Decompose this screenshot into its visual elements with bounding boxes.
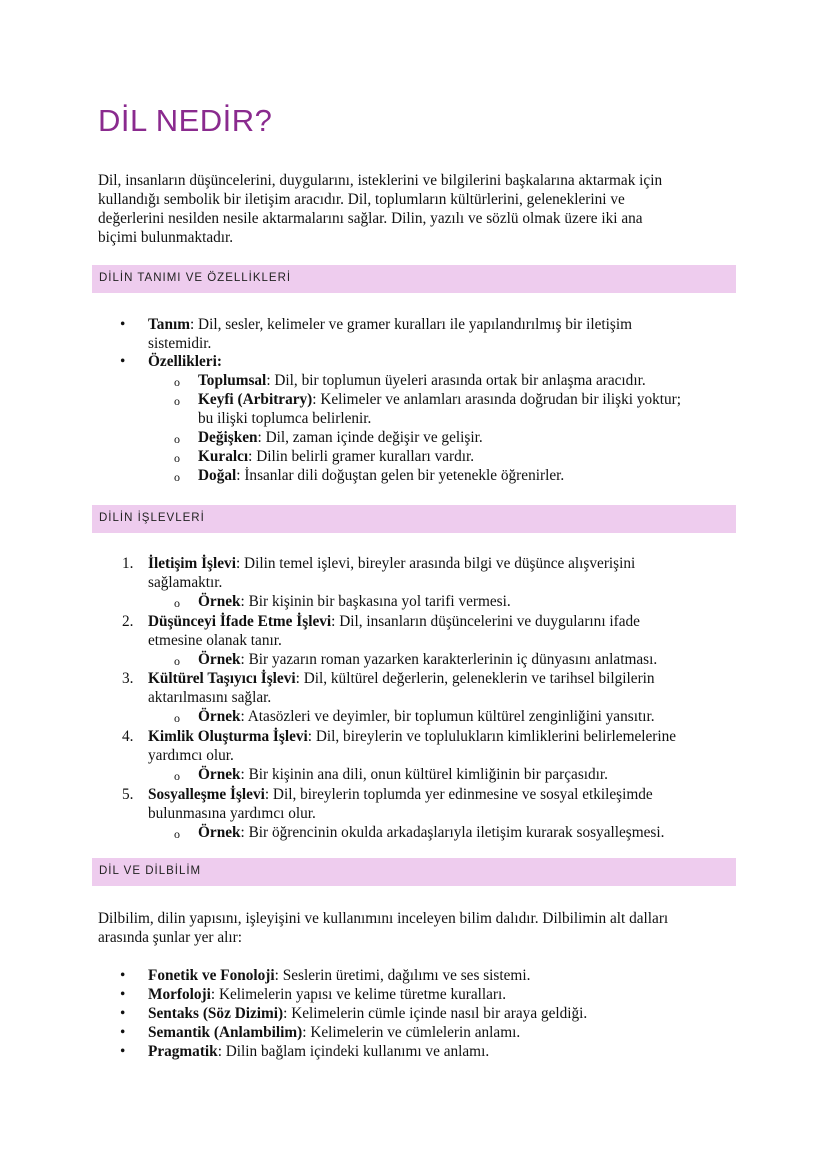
- intro-line: değerlerini nesilden nesile aktarmalarını sağlar. Dilin, yazılı ve sözlü olmak üzere iki ana: [98, 210, 643, 227]
- term: Tanım: [148, 316, 190, 333]
- term: Doğal: [198, 467, 237, 484]
- example-term: Örnek: [198, 824, 241, 841]
- function-item: [148, 669, 655, 688]
- branch-item: [148, 1042, 489, 1061]
- example-term: Örnek: [198, 766, 241, 783]
- example-text: : Bir kişinin bir başkasına yol tarifi vermesi.: [240, 593, 511, 610]
- feature-item: [198, 466, 564, 485]
- section-heading: DİL VE DİLBİLİM: [99, 865, 202, 877]
- bullet-marker: •: [120, 1005, 126, 1022]
- sub-bullet-marker: o: [174, 596, 180, 610]
- example-item: [198, 650, 657, 669]
- example-term: Örnek: [198, 708, 241, 725]
- bullet-marker: •: [120, 986, 126, 1003]
- description: : Dil, bir toplumun üyeleri arasında ortak bir anlaşma aracıdır.: [266, 372, 646, 389]
- term: Kültürel Taşıyıcı İşlevi: [148, 670, 296, 687]
- feature-item: [198, 371, 646, 390]
- description: : Kelimelerin yapısı ve kelime türetme kuralları.: [210, 986, 507, 1003]
- section-heading: DİLİN TANIMI VE ÖZELLİKLERİ: [99, 272, 292, 284]
- term: Kuralcı: [198, 448, 249, 465]
- term: Düşünceyi İfade Etme İşlevi: [148, 613, 332, 630]
- description: : Dil, zaman içinde değişir ve gelişir.: [257, 429, 483, 446]
- feature-item: [198, 447, 474, 466]
- function-item: [148, 612, 640, 631]
- intro-line: kullandığı sembolik bir iletişim aracıdır. Dil, toplumların kültürlerini, geleneklerini ve: [98, 191, 625, 208]
- sub-bullet-marker: o: [174, 375, 180, 389]
- description: : Dilin temel işlevi, bireyler arasında bilgi ve düşünce alışverişini: [235, 555, 636, 572]
- example-item: [198, 592, 511, 611]
- term: Semantik (Anlambilim): [148, 1024, 303, 1041]
- function-item-continuation: yardımcı olur.: [148, 747, 234, 764]
- bullet-marker: •: [120, 967, 126, 984]
- description: : Dil, sesler, kelimeler ve gramer kuralları ile yapılandırılmış bir iletişim: [189, 316, 632, 333]
- branch-item: [148, 985, 506, 1004]
- example-text: : Bir öğrencinin okulda arkadaşlarıyla iletişim kurarak sosyalleşmesi.: [240, 824, 665, 841]
- example-item: [198, 823, 664, 842]
- branch-item: [148, 1023, 520, 1042]
- example-text: : Bir yazarın roman yazarken karakterlerinin iç dünyasını anlatması.: [240, 651, 658, 668]
- sub-bullet-marker: o: [174, 451, 180, 465]
- sub-bullet-marker: o: [174, 711, 180, 725]
- section-heading-band: [92, 858, 736, 886]
- section-heading: DİLİN İŞLEVLERİ: [99, 512, 205, 524]
- sub-bullet-marker: o: [174, 654, 180, 668]
- function-item: [148, 554, 635, 573]
- sub-bullet-marker: o: [174, 394, 180, 408]
- list-item-definition: [148, 315, 632, 334]
- term: Özellikleri: [148, 353, 217, 370]
- description: : Seslerin üretimi, dağılımı ve ses sistemi.: [274, 967, 531, 984]
- term: Kimlik Oluşturma İşlevi: [148, 728, 308, 745]
- term: Morfoloji: [148, 986, 211, 1003]
- function-item: [148, 785, 653, 804]
- term: Toplumsal: [198, 372, 267, 389]
- intro-line: biçimi bulunmaktadır.: [98, 229, 234, 246]
- item-number: 2.: [122, 613, 134, 630]
- description: : Dilin belirli gramer kuralları vardır.: [248, 448, 475, 465]
- description: : Dil, bireylerin toplumda yer edinmesine ve sosyal etkileşimde: [264, 786, 653, 803]
- term: Fonetik ve Fonoloji: [148, 967, 275, 984]
- function-item-continuation: sağlamaktır.: [148, 574, 223, 591]
- example-term: Örnek: [198, 593, 241, 610]
- section-heading-band: [92, 505, 736, 533]
- function-item-continuation: aktarılmasını sağlar.: [148, 689, 272, 706]
- sub-bullet-marker: o: [174, 470, 180, 484]
- sub-bullet-marker: o: [174, 769, 180, 783]
- item-number: 4.: [122, 728, 134, 745]
- term: Keyfi (Arbitrary): [198, 391, 313, 408]
- sub-bullet-marker: o: [174, 432, 180, 446]
- item-number: 1.: [122, 555, 134, 572]
- description: : Kelimeler ve anlamları arasında doğrudan bir ilişki yoktur;: [312, 391, 681, 408]
- branch-item: [148, 966, 530, 985]
- list-item-features: [148, 352, 222, 371]
- term: Sentaks (Söz Dizimi): [148, 1005, 284, 1022]
- bullet-marker: •: [120, 1043, 126, 1060]
- branch-item: [148, 1004, 587, 1023]
- function-item-continuation: bulunmasına yardımcı olur.: [148, 805, 316, 822]
- description: : İnsanlar dili doğuştan gelen bir yetenekle öğrenirler.: [236, 467, 565, 484]
- example-text: : Atasözleri ve deyimler, bir toplumun kültürel zenginliğini yansıtır.: [240, 708, 655, 725]
- term: Değişken: [198, 429, 258, 446]
- example-term: Örnek: [198, 651, 241, 668]
- paragraph-line: Dilbilim, dilin yapısını, işleyişini ve kullanımını inceleyen bilim dalıdır. Dilbilimin alt dalları: [98, 910, 669, 927]
- paragraph-line: arasında şunlar yer alır:: [98, 929, 242, 946]
- bullet-marker: •: [120, 353, 126, 370]
- description: : Kelimelerin ve cümlelerin anlamı.: [302, 1024, 521, 1041]
- bullet-marker: •: [120, 316, 126, 333]
- description: : Dilin bağlam içindeki kullanımı ve anlamı.: [217, 1043, 490, 1060]
- item-number: 3.: [122, 670, 134, 687]
- term: İletişim İşlevi: [148, 555, 236, 572]
- term: Pragmatik: [148, 1043, 218, 1060]
- item-number: 5.: [122, 786, 134, 803]
- feature-item: [198, 390, 681, 409]
- function-item-continuation: etmesine olanak tanır.: [148, 632, 282, 649]
- description: : Dil, bireylerin ve toplulukların kimliklerini belirlemelerine: [307, 728, 677, 745]
- function-item: [148, 727, 676, 746]
- section-heading-band: [92, 265, 736, 293]
- bullet-marker: •: [120, 1024, 126, 1041]
- description: : Dil, insanların düşüncelerini ve duygularını ifade: [331, 613, 640, 630]
- example-text: : Bir kişinin ana dili, onun kültürel kimliğinin bir parçasıdır.: [240, 766, 609, 783]
- colon: :: [216, 353, 222, 370]
- page-title: DİL NEDİR?: [98, 103, 273, 138]
- example-item: [198, 765, 608, 784]
- description: : Dil, kültürel değerlerin, geleneklerin ve tarihsel bilgilerin: [295, 670, 655, 687]
- intro-line: Dil, insanların düşüncelerini, duygularını, isteklerini ve bilgilerini başkalarına aktarmak için: [98, 172, 663, 189]
- term: Sosyalleşme İşlevi: [148, 786, 265, 803]
- feature-item-continuation: bu ilişki toplumca belirlenir.: [198, 410, 372, 427]
- feature-item: [198, 428, 483, 447]
- list-item-continuation: sistemidir.: [148, 335, 212, 352]
- sub-bullet-marker: o: [174, 827, 180, 841]
- example-item: [198, 707, 655, 726]
- description: : Kelimelerin cümle içinde nasıl bir araya geldiği.: [283, 1005, 588, 1022]
